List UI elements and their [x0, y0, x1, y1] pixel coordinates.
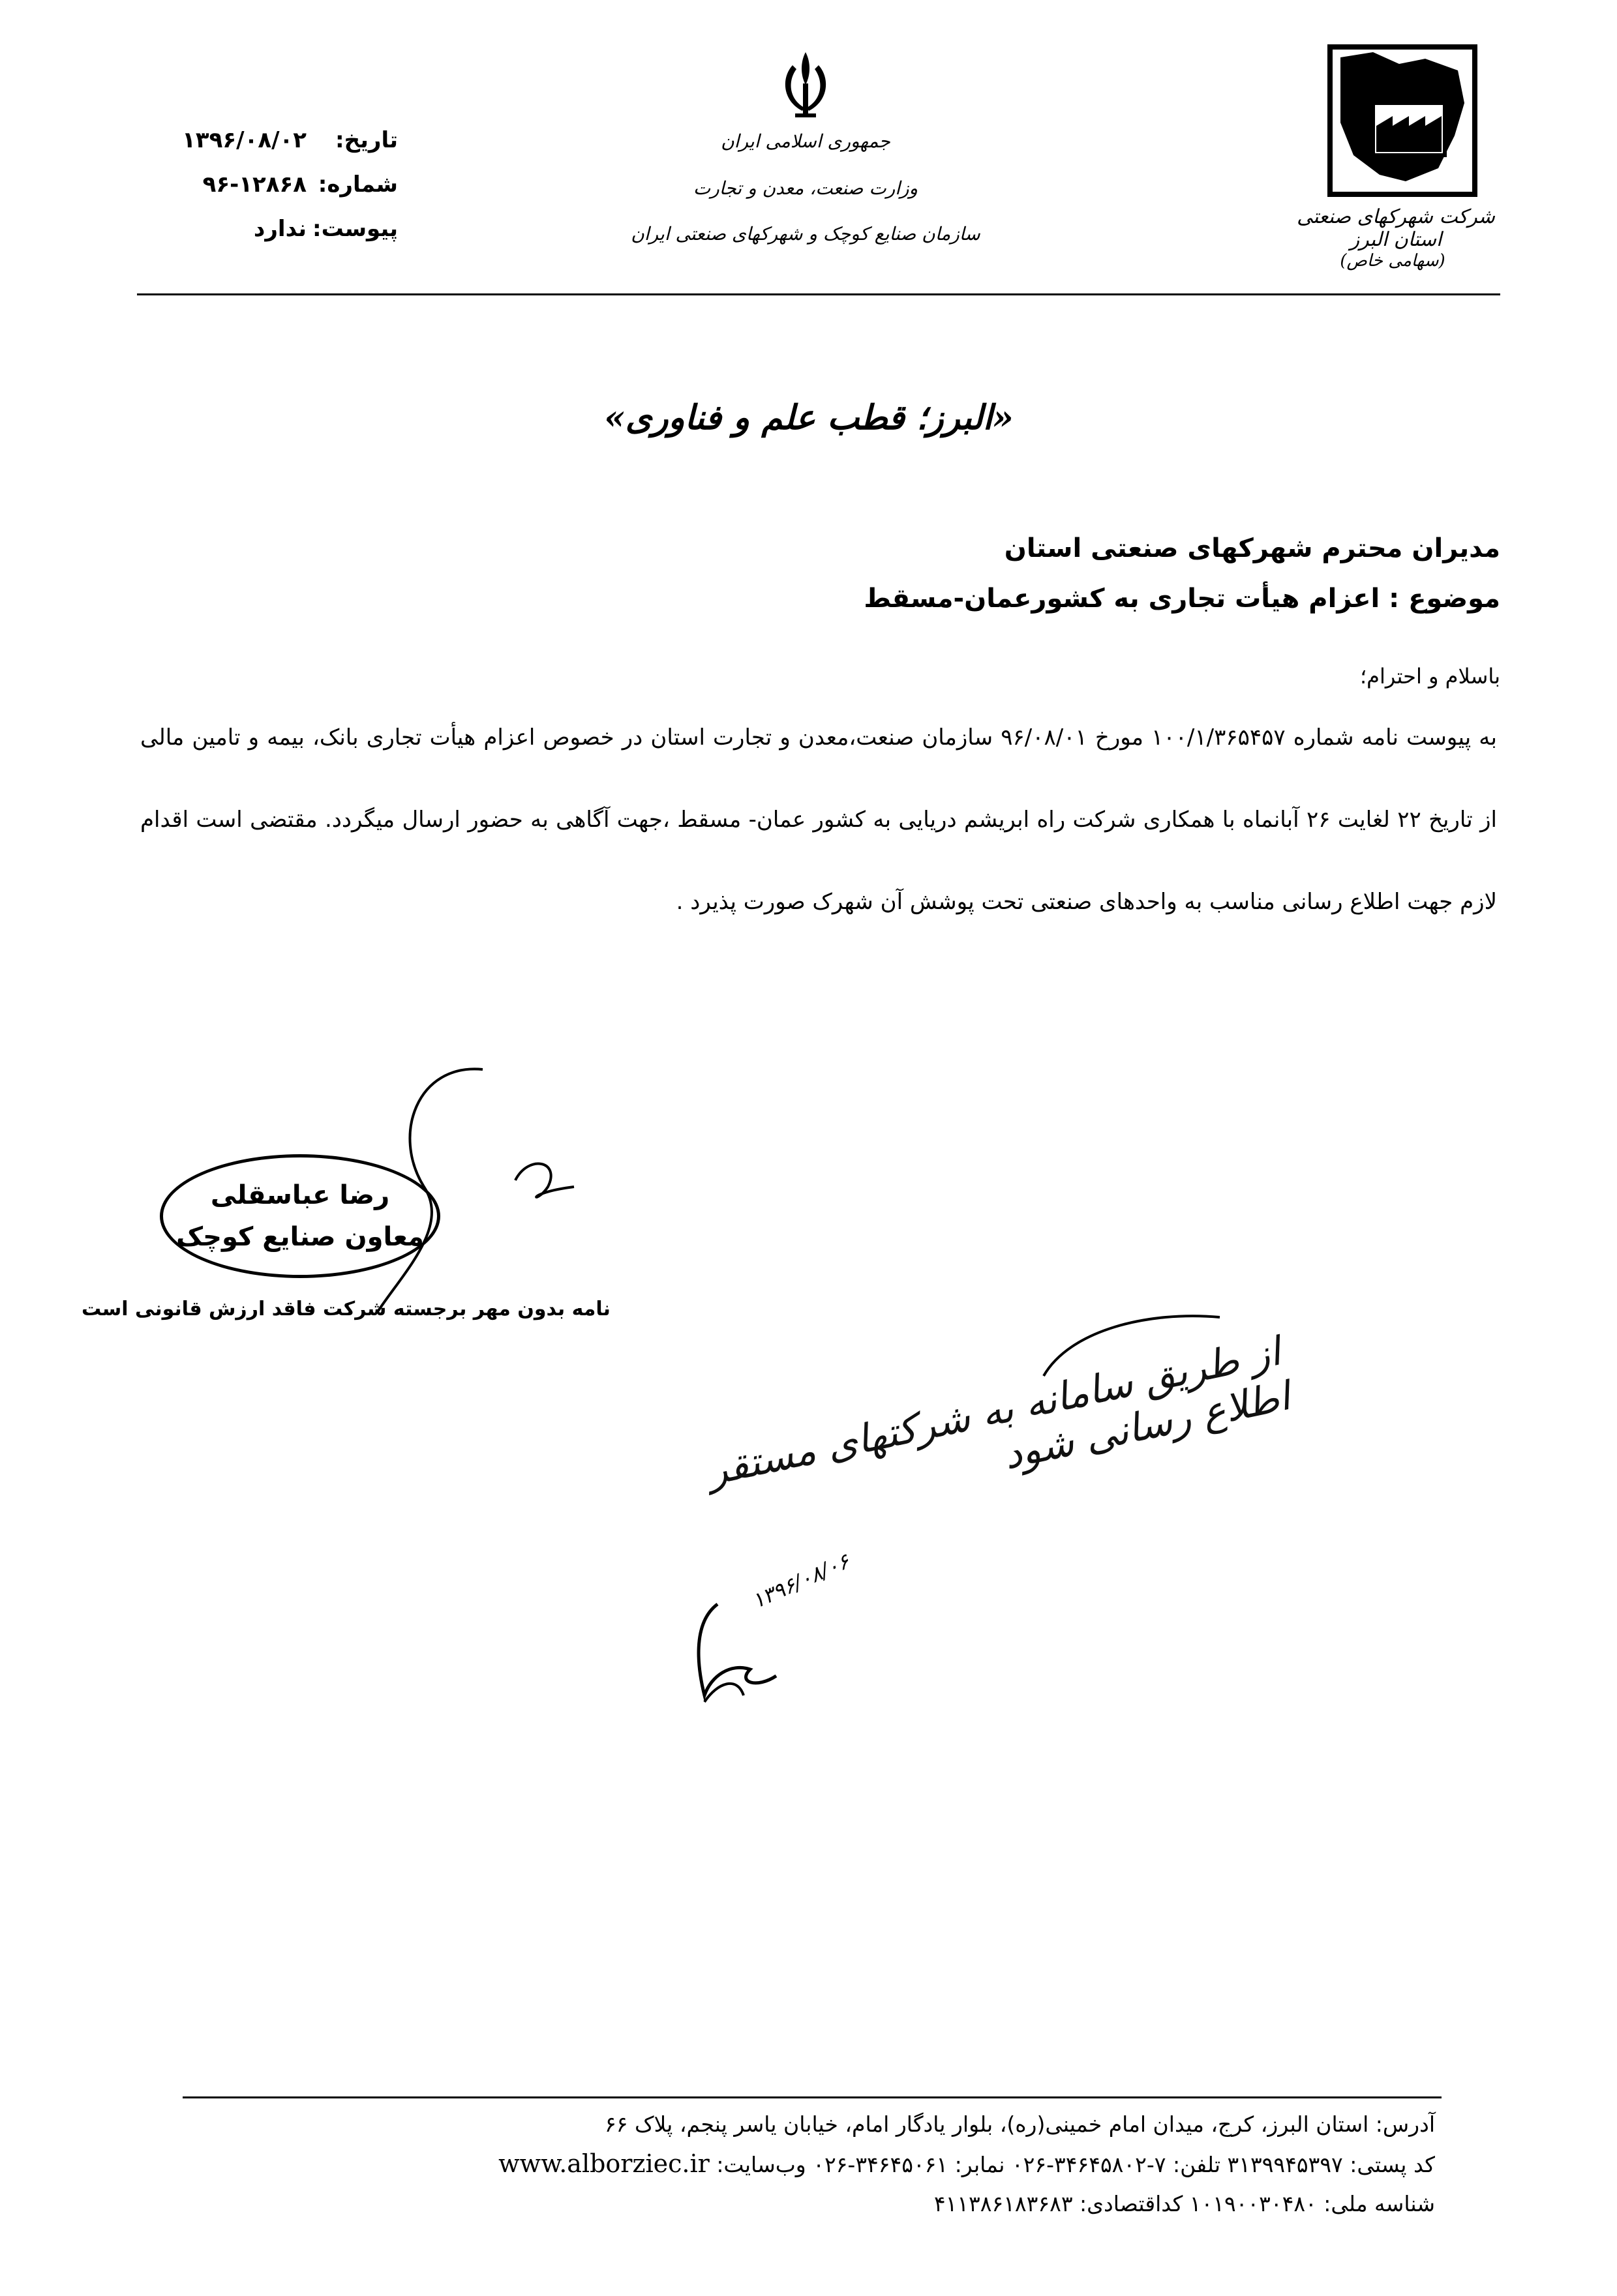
footer-ids: شناسه ملی: ۱۰۱۹۰۰۳۰۴۸۰ کداقتصادی: ۴۱۱۳۸۶۱۸۳۶۸۳ [933, 2191, 1435, 2216]
handwritten-curve-icon [1031, 1304, 1226, 1382]
iran-emblem-icon [766, 46, 845, 124]
company-logo-icon [1327, 44, 1477, 198]
subject: موضوع : اعزام هیأت تجاری به کشورعمان-مسقط [864, 584, 1500, 614]
footer-contact [196, 2144, 1435, 2184]
footer [196, 2105, 1435, 2224]
stamp-name: رضا عباسقلی [210, 1180, 390, 1210]
slogan: «البرز؛ قطب علم و فناوری» [604, 398, 1014, 438]
greeting: باسلام و احترام؛ [1359, 664, 1500, 689]
official-stamp [160, 1154, 440, 1278]
footer-divider [183, 2096, 1442, 2098]
handwritten-note: از طریق سامانه به شرکتهای مستقر اطلاع رسانی شود [703, 1328, 1294, 1495]
header-divider [137, 293, 1500, 295]
date-value: ۱۳۹۶/۰۸/۰۲ [182, 127, 307, 153]
company-name: شرکت شهرکهای صنعتی استان البرز [1297, 205, 1495, 251]
letter-meta [150, 127, 398, 242]
header-center-line-3: سازمان صنایع کوچک و شهرکهای صنعتی ایران [631, 223, 980, 245]
number-label: شماره: [318, 171, 398, 198]
footer-contact-text: کد پستی: ۳۱۳۹۹۴۵۳۹۷ تلفن: ۷-۳۴۶۴۵۸۰۲-۰۲۶ نمابر: ۳۴۶۴۵۰۶۱-۰۲۶ وب‌سایت: [716, 2152, 1435, 2177]
attachment-value: ندارد [253, 216, 307, 242]
header-center-line-1: جمهوری اسلامی ایران [721, 130, 890, 152]
footer-website[interactable]: www.alborziec.ir [498, 2149, 710, 2178]
header-center-line-2: وزارت صنعت، معدن و تجارت [693, 177, 918, 199]
stamp-title: معاون صنایع کوچک [176, 1222, 424, 1252]
date-label: تاریخ: [335, 127, 398, 153]
company-type: (سهامی خاص) [1340, 251, 1445, 271]
number-value: ۹۶-۱۲۸۶۸ [202, 171, 307, 198]
initials-signature-icon [678, 1598, 783, 1708]
recipient: مدیران محترم شهرکهای صنعتی استان [1004, 533, 1500, 563]
handwritten-date: ۱۳۹۶/۰۸/۰۶ [748, 1548, 853, 1614]
footer-address: آدرس: استان البرز، کرج، میدان امام خمینی(ره)، بلوار یادگار امام، خیابان یاسر پنجم، پلاک ۶۶ [605, 2111, 1435, 2137]
letter-body: به پیوست نامه شماره ۱۰۰/۱/۳۶۵۴۵۷ مورخ ۹۶/۰۸/۰۱ سازمان صنعت،معدن و تجارت استان در خصوص اعزام هیأت تجاری بانک، بیمه و تامین مالی از تاریخ ۲۲ لغایت ۲۶ آبانماه با همکاری شرکت راه ابریشم دریایی به کشور عمان- مسقط ،جهت آگاهی به حضور ارسال میگردد. مقتضی است اقدام لازم جهت اطلاع رسانی مناسب به واحدهای صنعتی تحت پوشش آن شهرک صورت پذیرد . [140, 724, 1497, 915]
attachment-label: پیوست: [312, 216, 398, 242]
legal-note: نامه بدون مهر برجسته شرکت فاقد ارزش قانونی است [82, 1298, 611, 1320]
